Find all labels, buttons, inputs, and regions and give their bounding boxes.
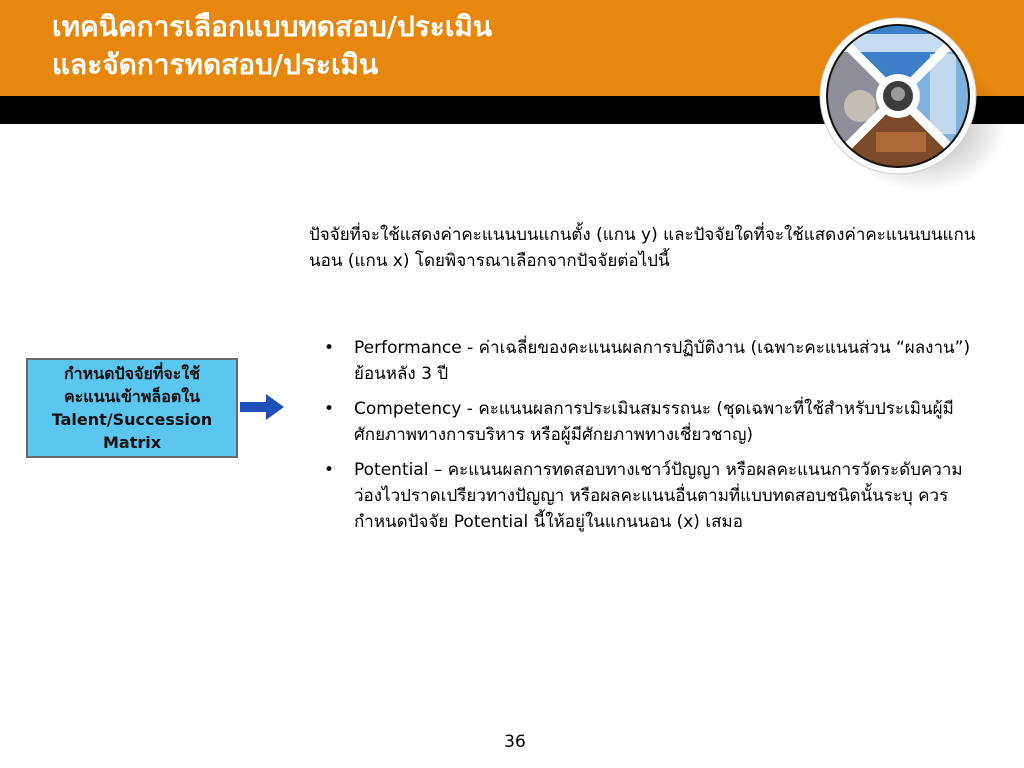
list-item-text: Performance - ค่าเฉลี่ยของคะแนนผลการปฏิบัติงาน (เฉพาะคะแนนส่วน “ผลงาน”) ย้อนหลัง 3 ปี <box>354 338 971 384</box>
bullet-dot-icon: • <box>324 460 335 480</box>
factor-definition-box <box>26 358 238 458</box>
intro-paragraph: ปัจจัยที่จะใช้แสดงค่าคะแนนบนแกนตั้ง (แกน y) และปัจจัยใดที่จะใช้แสดงค่าคะแนนบนแกนนอน (แกน x) โดยพิจารณาเลือกจากปัจจัยต่อไปนี้ <box>309 225 976 271</box>
page-number: 36 <box>504 732 526 752</box>
list-item <box>320 335 1000 387</box>
factor-box-line-1: กำหนดปัจจัยที่จะใช้ <box>63 364 200 383</box>
slide-title <box>52 8 792 84</box>
factor-box-line-2: คะแนนเข้าพล็อตใน <box>64 387 200 406</box>
arrow-right-icon <box>240 394 284 420</box>
factor-box-line-3: Talent/Succession <box>51 410 213 429</box>
list-item-text: Competency - คะแนนผลการประเมินสมรรถนะ (ชุดเฉพาะที่ใช้สำหรับประเมินผู้มีศักยภาพทางการบริหาร หรือผู้มีศักยภาพทางเชี่ยวชาญ) <box>354 399 954 445</box>
bullet-dot-icon: • <box>324 338 335 358</box>
business-photo-collage-circle-icon <box>812 14 1008 200</box>
list-item-text: Potential – คะแนนผลการทดสอบทางเชาว์ปัญญา หรือผลคะแนนการวัดระดับความว่องไวปราดเปรียวทางปัญญา หรือผลคะแนนอื่นตามที่แบบทดสอบชนิดนั้นระบุ ควรกำหนดปัจจัย Potential นี้ให้อยู่ในแกนนอน (x) เสมอ <box>354 460 963 532</box>
list-item <box>320 457 1000 535</box>
list-item <box>320 396 1000 448</box>
factor-list <box>320 335 1000 544</box>
slide-title-line-1: เทคนิคการเลือกแบบทดสอบ/ประเมิน <box>52 10 493 43</box>
slide-title-line-2: และจัดการทดสอบ/ประเมิน <box>52 48 379 81</box>
bullet-dot-icon: • <box>324 399 335 419</box>
factor-box-line-4: Matrix <box>102 433 162 452</box>
